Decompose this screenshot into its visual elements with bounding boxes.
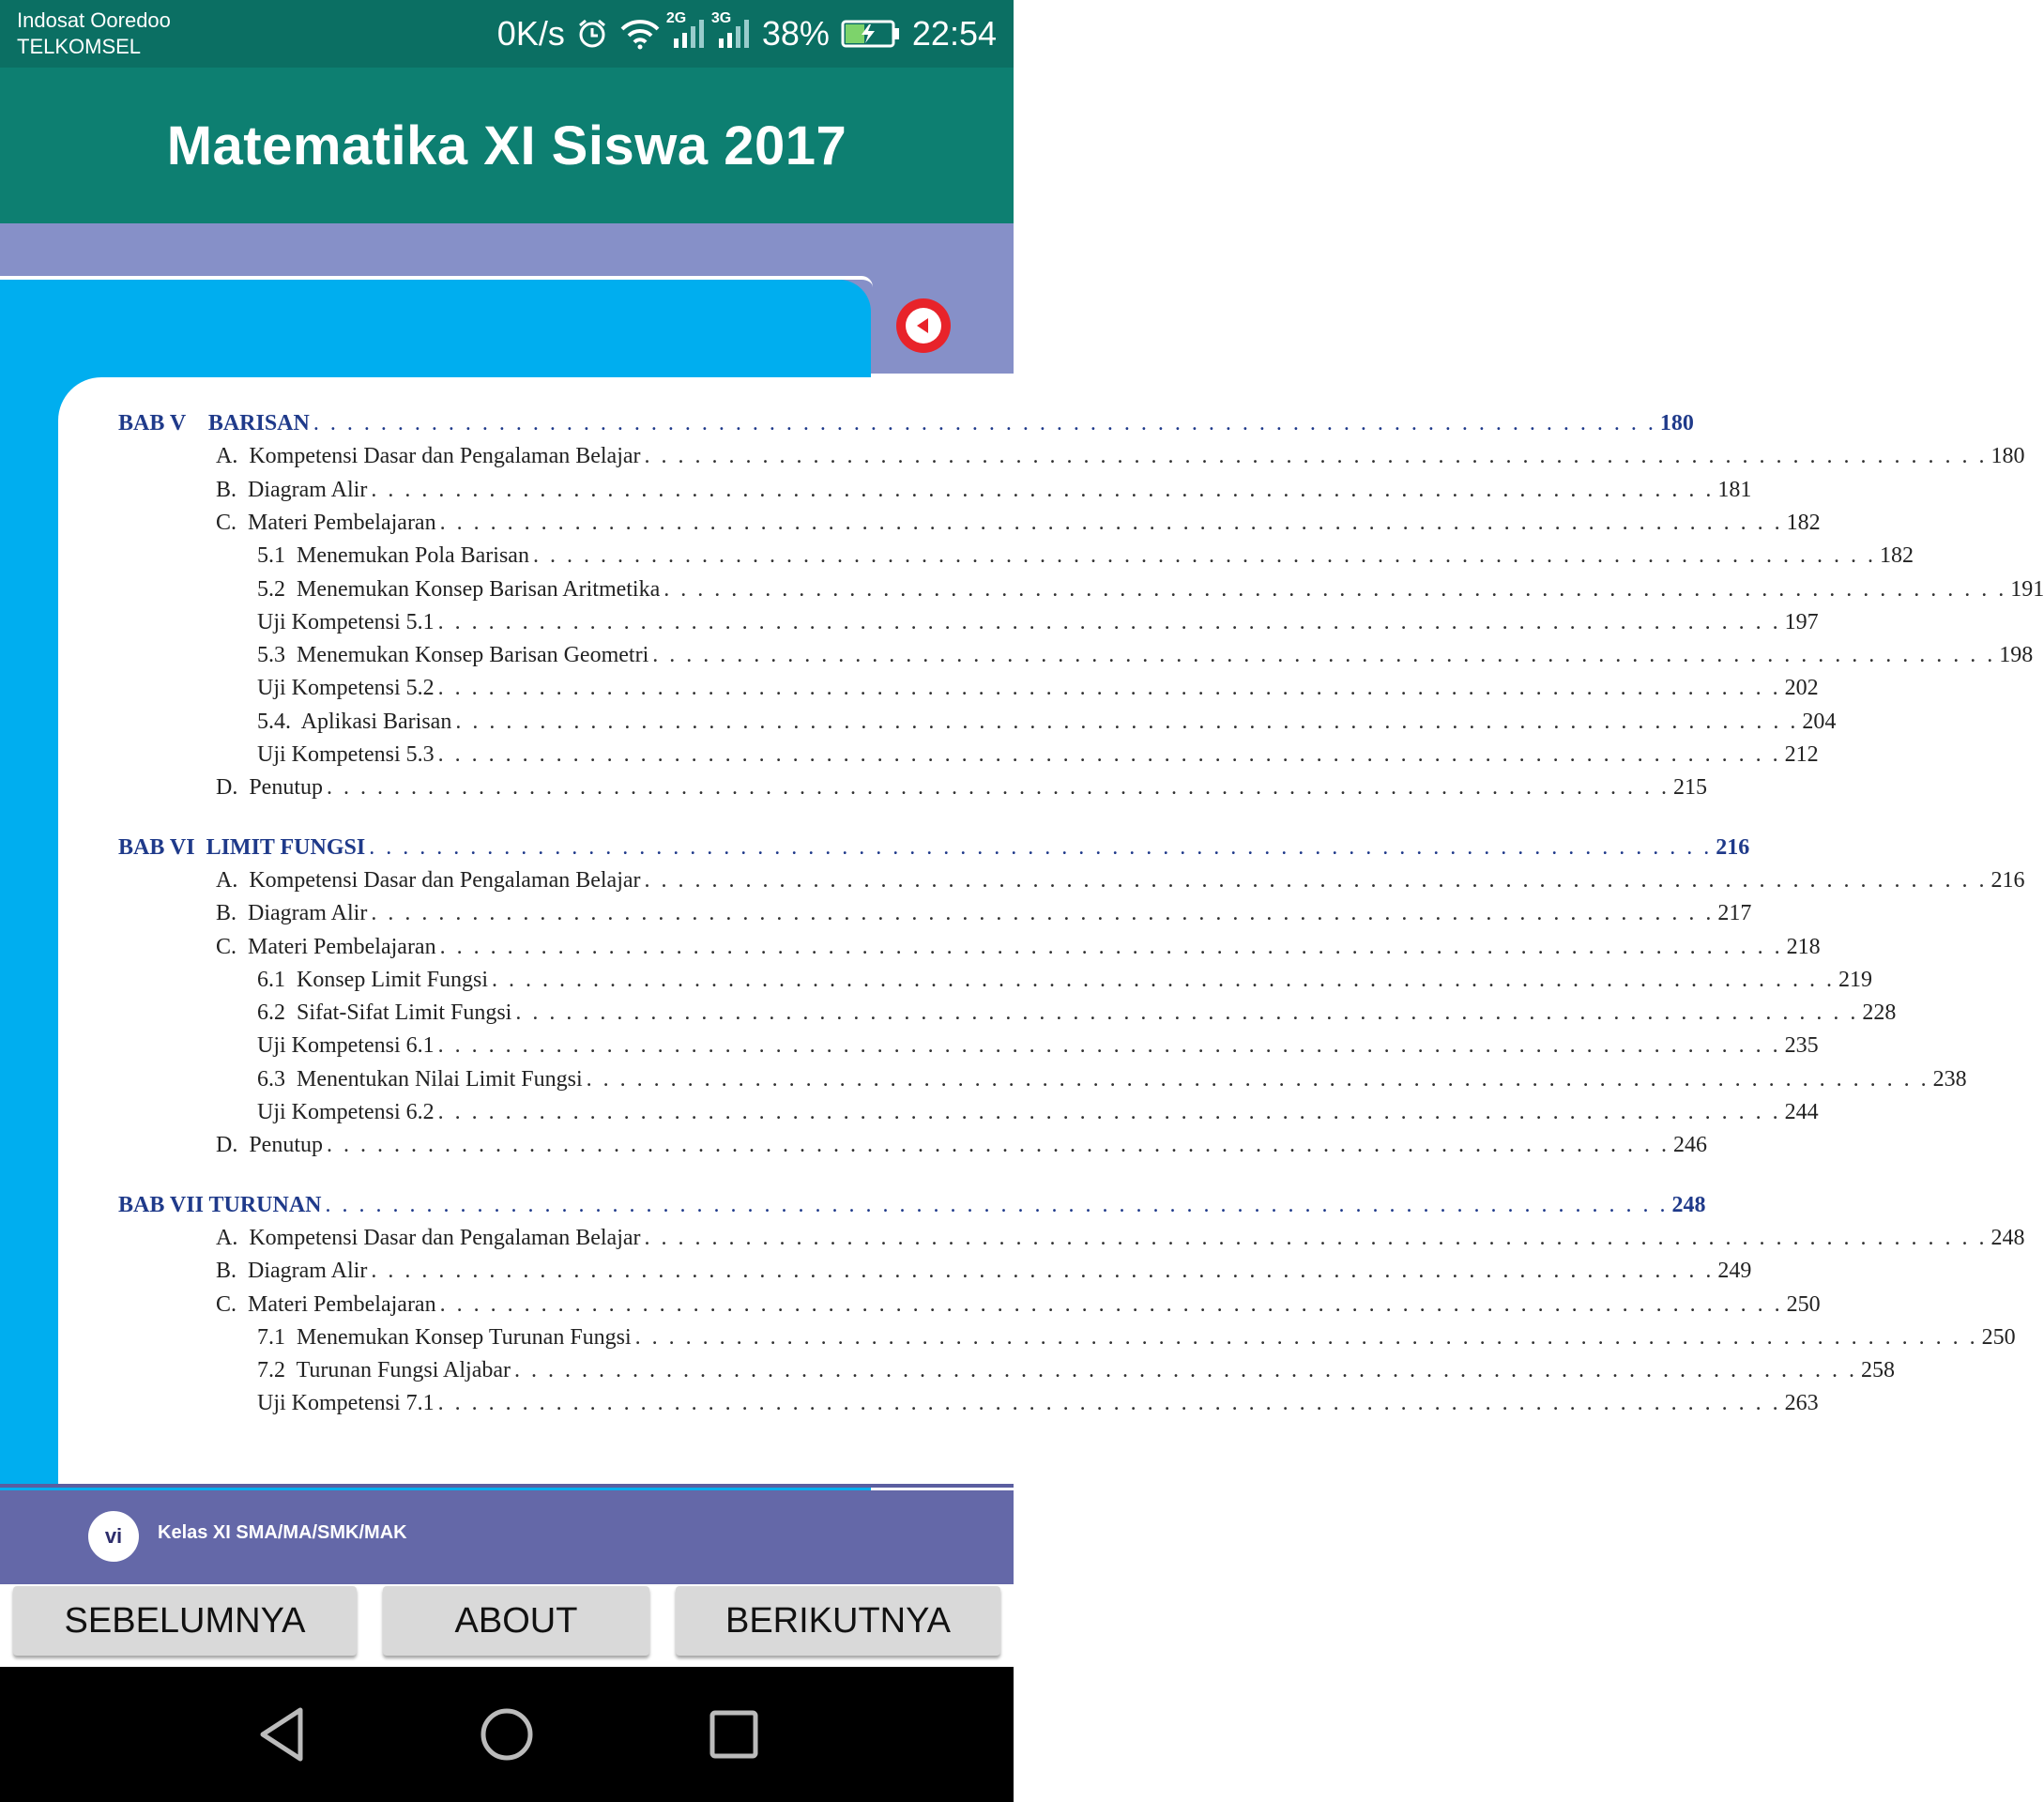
- toc-leader-dots: . . . . . . . . . . . . . . . . . . . . . . . . . . . . . . . . . . . . . . . . . . . . . . . . . . . . . . . . . . . . . . . . . . . . . . . . . . . . . . . .: [437, 1391, 1781, 1416]
- signal-icon-sim2: [710, 10, 751, 50]
- app-title: Matematika XI Siswa 2017: [166, 115, 847, 176]
- toc-label: Uji Kompetensi 6.2: [257, 1100, 435, 1124]
- toc-label: 6.3 Menentukan Nilai Limit Fungsi: [257, 1066, 583, 1092]
- toc-page-number: 182: [1786, 510, 1821, 535]
- nav-back-icon[interactable]: [255, 1706, 308, 1767]
- toc-page-number: 244: [1784, 1100, 1819, 1124]
- toc-label: 5.1 Menemukan Pola Barisan: [257, 543, 529, 569]
- toc-row: [118, 1391, 1819, 1423]
- toc-page-number: 228: [1862, 1000, 1897, 1026]
- toc-label: Uji Kompetensi 5.3: [257, 742, 435, 767]
- toc-label: Uji Kompetensi 5.2: [257, 676, 435, 701]
- toc-chapter-row: [118, 1192, 1706, 1225]
- toc-row: [118, 934, 1821, 967]
- toc-leader-dots: . . . . . . . . . . . . . . . . . . . . . . . . . . . . . . . . . . . . . . . . . . . . . . . . . . . . . . . . . . . . . . . . . . . . . . . . . . . . . . . .: [515, 1000, 1859, 1026]
- toc-page-number: 180: [1659, 411, 1694, 435]
- toc-label: D. Penutup: [216, 1133, 323, 1158]
- toc-row: [118, 1225, 2025, 1258]
- toc-label: B. Diagram Alir: [216, 477, 368, 502]
- toc-row: [118, 775, 1707, 807]
- toc-page-number: 180: [1991, 444, 2025, 469]
- page-footer: [0, 1490, 1014, 1584]
- toc-label: D. Penutup: [216, 775, 323, 801]
- sim1-type: 2G: [665, 10, 687, 26]
- toc-leader-dots: . . . . . . . . . . . . . . . . . . . . . . . . . . . . . . . . . . . . . . . . . . . . . . . . . . . . . . . . . . . . . . . . . . . . . . . . . . . . . . . .: [325, 1192, 1669, 1217]
- toc-row: [118, 510, 1821, 542]
- battery-percent: 38%: [761, 14, 830, 53]
- toc-leader-dots: . . . . . . . . . . . . . . . . . . . . . . . . . . . . . . . . . . . . . . . . . . . . . . . . . . . . . . . . . . . . . . . . . . . . . . . . . . . . . . . .: [514, 1358, 1858, 1383]
- toc-label: 5.4. Aplikasi Barisan: [257, 709, 452, 734]
- footer-text: Kelas XI SMA/MA/SMK/MAK: [158, 1522, 407, 1543]
- toc-page-number: 181: [1717, 477, 1752, 502]
- toc-chapter-row: [118, 834, 1750, 867]
- toc-page-number: 263: [1784, 1391, 1819, 1416]
- toc-leader-dots: . . . . . . . . . . . . . . . . . . . . . . . . . . . . . . . . . . . . . . . . . . . . . . . . . . . . . . . . . . . . . . . . . . . . . . . . . . . . . . . .: [327, 1133, 1670, 1158]
- toc-leader-dots: . . . . . . . . . . . . . . . . . . . . . . . . . . . . . . . . . . . . . . . . . . . . . . . . . . . . . . . . . . . . . . . . . . . . . . . . . . . . . . . .: [644, 1225, 1988, 1250]
- toc-leader-dots: . . . . . . . . . . . . . . . . . . . . . . . . . . . . . . . . . . . . . . . . . . . . . . . . . . . . . . . . . . . . . . . . . . . . . . . . . . . . . . . .: [439, 510, 1783, 535]
- toc-row: [118, 1358, 1896, 1390]
- net-speed: 0K/s: [496, 14, 565, 53]
- toc-chapter-row: [118, 411, 1694, 443]
- toc-leader-dots: . . . . . . . . . . . . . . . . . . . . . . . . . . . . . . . . . . . . . . . . . . . . . . . . . . . . . . . . . . . . . . . . . . . . . . . . . . . . . . . .: [439, 1291, 1783, 1317]
- toc-row: [118, 1066, 1967, 1099]
- toc-row: [118, 477, 1752, 510]
- status-bar: [0, 0, 1014, 68]
- toc-leader-dots: . . . . . . . . . . . . . . . . . . . . . . . . . . . . . . . . . . . . . . . . . . . . . . . . . . . . . . . . . . . . . . . . . . . . . . . . . . . . . . . .: [437, 676, 1781, 701]
- toc-leader-dots: . . . . . . . . . . . . . . . . . . . . . . . . . . . . . . . . . . . . . . . . . . . . . . . . . . . . . . . . . . . . . . . . . . . . . . . . . . . . . . . .: [664, 576, 2007, 602]
- toc-label: 5.2 Menemukan Konsep Barisan Aritmetika: [257, 576, 661, 602]
- toc-page-number: 219: [1838, 967, 1873, 992]
- signal-icon-sim1: [665, 10, 706, 50]
- toc-row: [118, 1100, 1819, 1132]
- toc-page-number: 202: [1784, 676, 1819, 701]
- toc-row: [118, 1259, 1752, 1290]
- toc-row: [118, 967, 1873, 1000]
- toc-page-number: 258: [1861, 1358, 1896, 1383]
- toc-label: A. Kompetensi Dasar dan Pengalaman Belajar: [216, 867, 641, 893]
- toc-row: [118, 676, 1819, 708]
- about-button[interactable]: ABOUT: [383, 1586, 649, 1656]
- toc-page-number: 218: [1786, 934, 1821, 959]
- toc-label: C. Materi Pembelajaran: [216, 510, 436, 535]
- toc-leader-dots: . . . . . . . . . . . . . . . . . . . . . . . . . . . . . . . . . . . . . . . . . . . . . . . . . . . . . . . . . . . . . . . . . . . . . . . . . . . . . . . .: [313, 411, 1656, 435]
- toc-row: [118, 576, 2044, 609]
- toc-label: Uji Kompetensi 7.1: [257, 1391, 435, 1416]
- nav-recents-icon[interactable]: [709, 1710, 758, 1764]
- toc-row: [118, 709, 1837, 741]
- toc-page-number: 191: [2010, 576, 2044, 602]
- toc-label: BAB VII TURUNAN: [118, 1192, 322, 1217]
- toc-leader-dots: . . . . . . . . . . . . . . . . . . . . . . . . . . . . . . . . . . . . . . . . . . . . . . . . . . . . . . . . . . . . . . . . . . . . . . . . . . . . . . . .: [327, 775, 1670, 801]
- toc-row: [118, 444, 2025, 476]
- toc-page-number: 250: [1981, 1324, 2016, 1350]
- sim2-type: 3G: [710, 10, 732, 26]
- toc-leader-dots: . . . . . . . . . . . . . . . . . . . . . . . . . . . . . . . . . . . . . . . . . . . . . . . . . . . . . . . . . . . . . . . . . . . . . . . . . . . . . . . .: [371, 1259, 1715, 1284]
- button-bar: [0, 1586, 1014, 1667]
- toc-label: B. Diagram Alir: [216, 1259, 368, 1284]
- toc-label: 6.2 Sifat-Sifat Limit Fungsi: [257, 1000, 512, 1026]
- toc-page-number: 248: [1991, 1225, 2025, 1250]
- toc-label: 6.1 Konsep Limit Fungsi: [257, 967, 489, 992]
- toc-page-number: 204: [1802, 709, 1837, 734]
- toc-label: BAB VI LIMIT FUNGSI: [118, 834, 366, 860]
- toc-leader-dots: . . . . . . . . . . . . . . . . . . . . . . . . . . . . . . . . . . . . . . . . . . . . . . . . . . . . . . . . . . . . . . . . . . . . . . . . . . . . . . . .: [437, 609, 1781, 634]
- carrier-info: [17, 8, 171, 60]
- page-tab-outline: [0, 276, 873, 287]
- toc-row: [118, 1133, 1707, 1165]
- toc-row: [118, 867, 2025, 900]
- toc-page-number: 197: [1784, 609, 1819, 634]
- toc-page-number: 182: [1879, 543, 1914, 569]
- toc-leader-dots: . . . . . . . . . . . . . . . . . . . . . . . . . . . . . . . . . . . . . . . . . . . . . . . . . . . . . . . . . . . . . . . . . . . . . . . . . . . . . . . .: [455, 709, 1799, 734]
- toc-label: 7.2 Turunan Fungsi Aljabar: [257, 1358, 511, 1383]
- toc-leader-dots: . . . . . . . . . . . . . . . . . . . . . . . . . . . . . . . . . . . . . . . . . . . . . . . . . . . . . . . . . . . . . . . . . . . . . . . . . . . . . . . .: [369, 834, 1713, 860]
- toc-page-number: 215: [1673, 775, 1707, 801]
- toc-label: A. Kompetensi Dasar dan Pengalaman Belajar: [216, 444, 641, 469]
- toc-page-number: 198: [1999, 643, 2034, 668]
- toc-leader-dots: . . . . . . . . . . . . . . . . . . . . . . . . . . . . . . . . . . . . . . . . . . . . . . . . . . . . . . . . . . . . . . . . . . . . . . . . . . . . . . . .: [652, 643, 1996, 668]
- toc-page-number: 216: [1991, 867, 2025, 893]
- toc-label: C. Materi Pembelajaran: [216, 934, 436, 959]
- toc-leader-dots: . . . . . . . . . . . . . . . . . . . . . . . . . . . . . . . . . . . . . . . . . . . . . . . . . . . . . . . . . . . . . . . . . . . . . . . . . . . . . . . .: [437, 1100, 1781, 1124]
- status-icons: [497, 0, 997, 68]
- toc-row: [118, 609, 1819, 642]
- toc-label: C. Materi Pembelajaran: [216, 1291, 436, 1317]
- toc-row: [118, 742, 1819, 774]
- nav-home-icon[interactable]: [479, 1706, 535, 1767]
- next-button[interactable]: BERIKUTNYA: [676, 1586, 1000, 1656]
- toc-leader-dots: . . . . . . . . . . . . . . . . . . . . . . . . . . . . . . . . . . . . . . . . . . . . . . . . . . . . . . . . . . . . . . . . . . . . . . . . . . . . . . . .: [371, 477, 1715, 502]
- toc-row: [118, 1033, 1819, 1065]
- toc-leader-dots: . . . . . . . . . . . . . . . . . . . . . . . . . . . . . . . . . . . . . . . . . . . . . . . . . . . . . . . . . . . . . . . . . . . . . . . . . . . . . . . .: [492, 967, 1836, 992]
- clock: 22:54: [911, 14, 997, 53]
- toc-label: BAB V BARISAN: [118, 411, 310, 435]
- toc-page-number: 235: [1784, 1033, 1819, 1059]
- carrier-2: TELKOMSEL: [17, 35, 142, 58]
- book-page-viewer[interactable]: [0, 223, 2044, 1586]
- toc-page-number: 249: [1717, 1259, 1752, 1284]
- toc-leader-dots: . . . . . . . . . . . . . . . . . . . . . . . . . . . . . . . . . . . . . . . . . . . . . . . . . . . . . . . . . . . . . . . . . . . . . . . . . . . . . . . .: [437, 1033, 1781, 1059]
- toc-label: Uji Kompetensi 6.1: [257, 1033, 435, 1059]
- toc-leader-dots: . . . . . . . . . . . . . . . . . . . . . . . . . . . . . . . . . . . . . . . . . . . . . . . . . . . . . . . . . . . . . . . . . . . . . . . . . . . . . . . .: [437, 742, 1781, 767]
- carrier-1: Indosat Ooredoo: [17, 8, 171, 32]
- toc-leader-dots: . . . . . . . . . . . . . . . . . . . . . . . . . . . . . . . . . . . . . . . . . . . . . . . . . . . . . . . . . . . . . . . . . . . . . . . . . . . . . . . .: [644, 867, 1988, 893]
- page-footer-line: [0, 1484, 1014, 1488]
- toc-leader-dots: . . . . . . . . . . . . . . . . . . . . . . . . . . . . . . . . . . . . . . . . . . . . . . . . . . . . . . . . . . . . . . . . . . . . . . . . . . . . . . . .: [532, 543, 1876, 569]
- toc-label: A. Kompetensi Dasar dan Pengalaman Belajar: [216, 1225, 641, 1250]
- alarm-icon: [576, 18, 608, 50]
- toc-row: [118, 1000, 1897, 1032]
- toc-page-number: 246: [1673, 1133, 1707, 1158]
- toc-leader-dots: . . . . . . . . . . . . . . . . . . . . . . . . . . . . . . . . . . . . . . . . . . . . . . . . . . . . . . . . . . . . . . . . . . . . . . . . . . . . . . . .: [371, 901, 1715, 926]
- battery-charging-icon: [841, 19, 901, 49]
- toc-page-number: 248: [1671, 1192, 1706, 1217]
- system-nav-bar: [0, 1667, 1014, 1802]
- toc-page-number: 250: [1786, 1291, 1821, 1317]
- toc-page-number: 238: [1932, 1066, 1967, 1092]
- toc-label: 7.1 Menemukan Konsep Turunan Fungsi: [257, 1324, 632, 1350]
- toc-leader-dots: . . . . . . . . . . . . . . . . . . . . . . . . . . . . . . . . . . . . . . . . . . . . . . . . . . . . . . . . . . . . . . . . . . . . . . . . . . . . . . . .: [644, 444, 1988, 469]
- toc-page-number: 217: [1717, 901, 1752, 926]
- toc-row: [118, 901, 1752, 933]
- previous-button[interactable]: SEBELUMNYA: [13, 1586, 357, 1656]
- toc-label: Uji Kompetensi 5.1: [257, 609, 435, 634]
- toc-row: [118, 1324, 2016, 1357]
- toc-label: B. Diagram Alir: [216, 901, 368, 926]
- toc-page-number: 212: [1784, 742, 1819, 767]
- toc-leader-dots: . . . . . . . . . . . . . . . . . . . . . . . . . . . . . . . . . . . . . . . . . . . . . . . . . . . . . . . . . . . . . . . . . . . . . . . . . . . . . . . .: [439, 934, 1783, 959]
- toc-page-number: 216: [1716, 834, 1750, 860]
- app-bar: [0, 68, 1014, 223]
- back-arrow-icon: [896, 298, 951, 353]
- toc-leader-dots: . . . . . . . . . . . . . . . . . . . . . . . . . . . . . . . . . . . . . . . . . . . . . . . . . . . . . . . . . . . . . . . . . . . . . . . . . . . . . . . .: [586, 1066, 1930, 1092]
- toc-row: [118, 543, 1914, 575]
- page-number-badge: vi: [88, 1511, 139, 1562]
- toc-row: [118, 643, 2034, 675]
- wifi-icon: [619, 18, 661, 50]
- toc-row: [118, 1291, 1821, 1324]
- toc-label: 5.3 Menemukan Konsep Barisan Geometri: [257, 643, 649, 668]
- toc-leader-dots: . . . . . . . . . . . . . . . . . . . . . . . . . . . . . . . . . . . . . . . . . . . . . . . . . . . . . . . . . . . . . . . . . . . . . . . . . . . . . . . .: [634, 1324, 1978, 1350]
